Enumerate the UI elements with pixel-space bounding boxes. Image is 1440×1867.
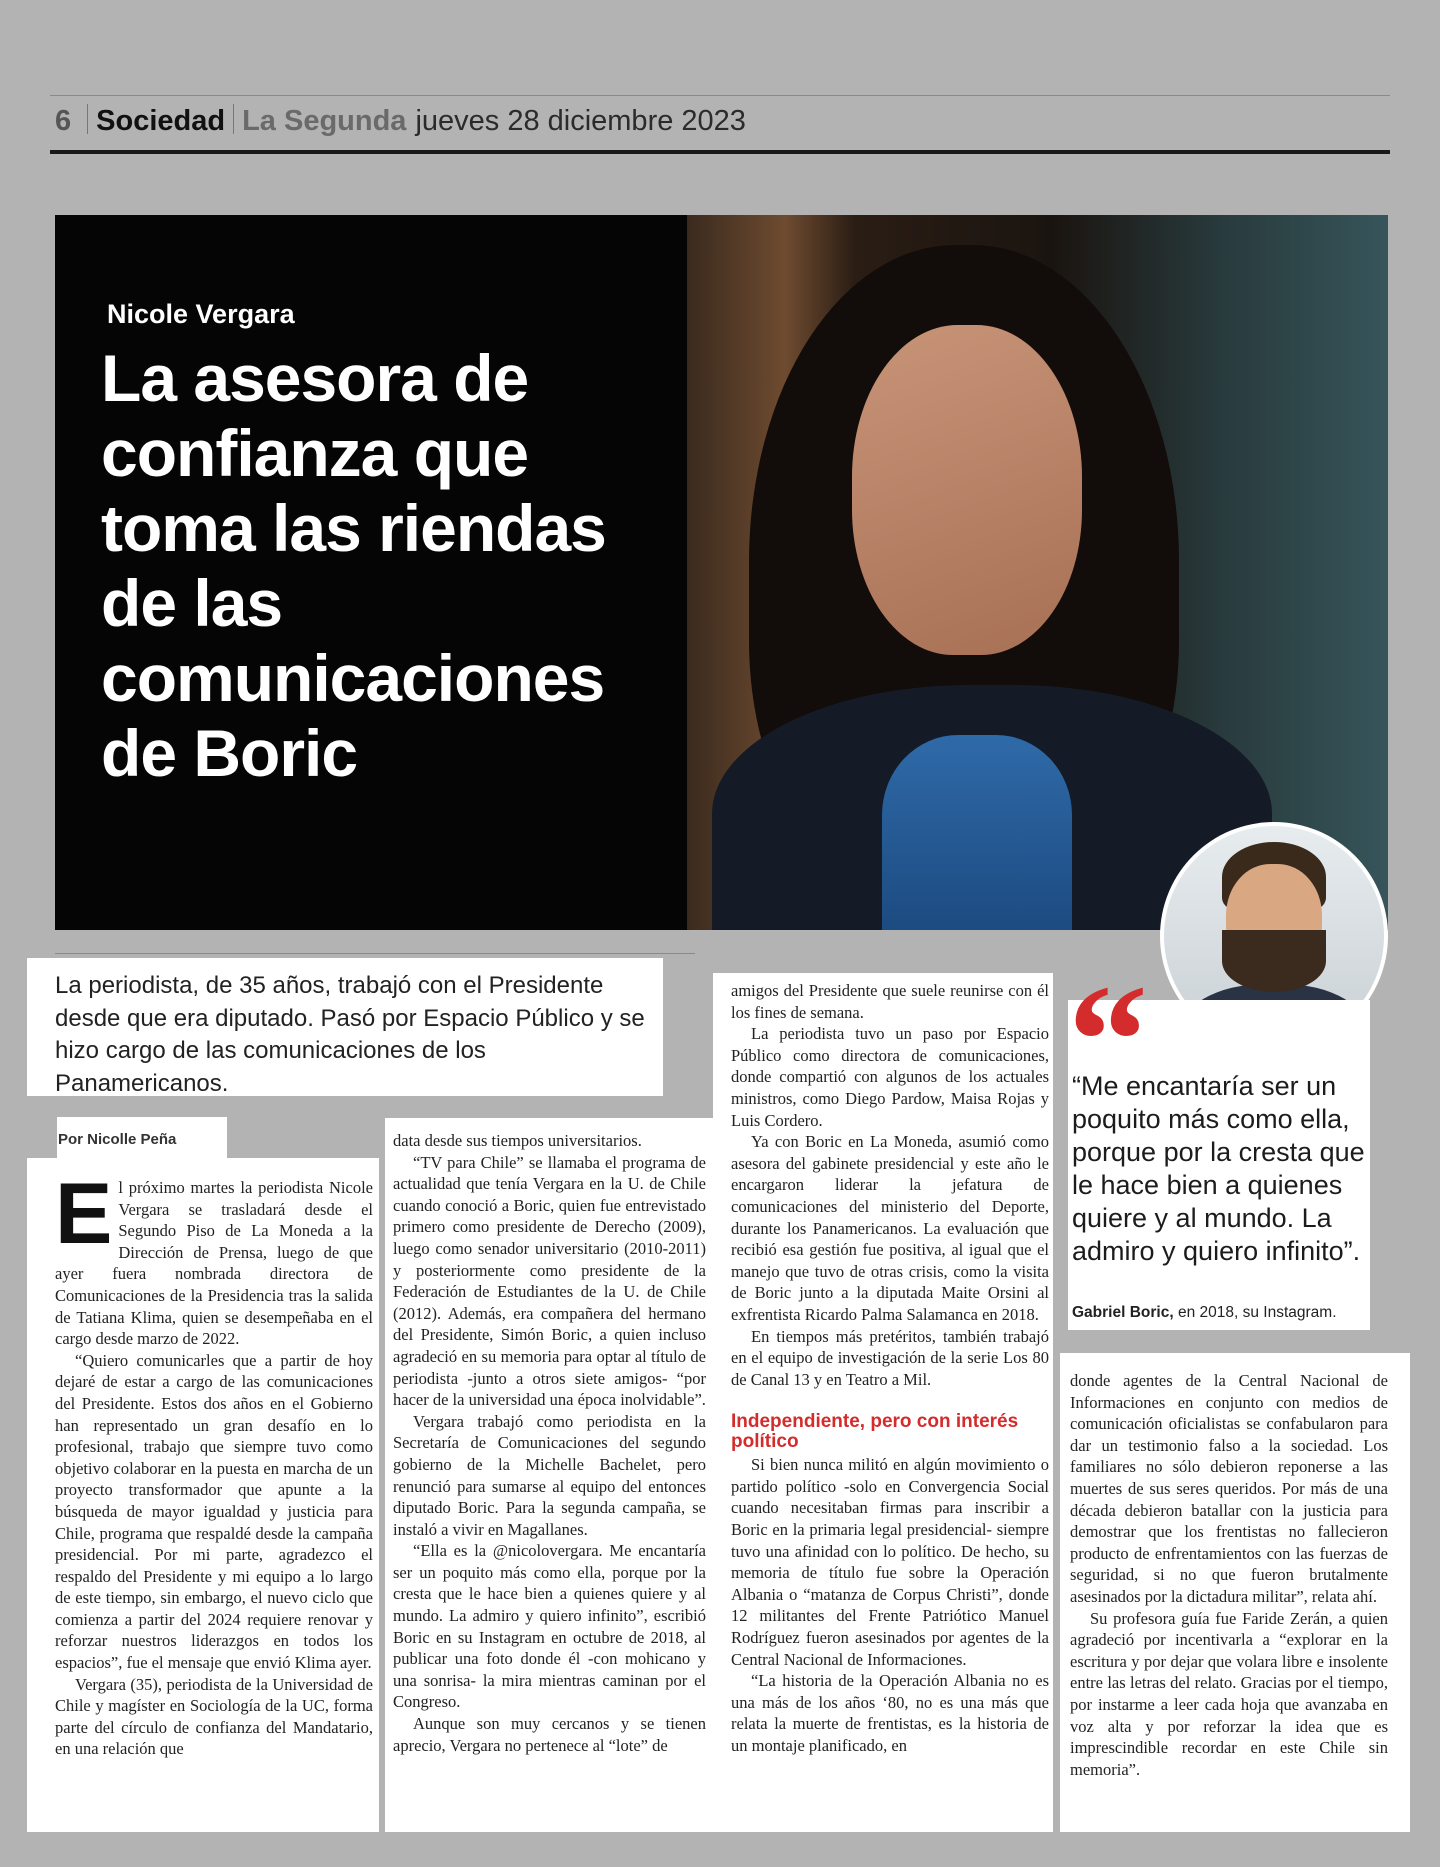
section-name: Sociedad xyxy=(96,105,226,137)
paragraph: l próximo martes la periodista Nicole Vergara se trasladará desde el Segundo Piso de La Moneda a la Dirección de Prensa, luego de que ayer fuera nombrada directora de Comunicaciones de la Presidencia tras la salida de Tatiana Klima, quien se desempeñaba en el cargo desde marzo de 2022. xyxy=(55,1178,373,1349)
byline: Por Nicolle Peña xyxy=(58,1131,177,1148)
header-divider xyxy=(87,104,88,134)
hero-banner xyxy=(55,215,1388,930)
deck-rule xyxy=(55,953,695,954)
article-headline: La asesora de confianza que toma las riendas de las comunicaciones de Boric xyxy=(101,341,606,790)
paragraph: “Ella es la @nicolovergara. Me encantaría ser un poquito más como ella, porque por la cresta que le hace bien a quienes quiere y al mundo. La admiro y quiero infinito”, escribió Boric en su Instagram en octubre de 2018, al publicar una foto donde él -con mohicano y una sonrisa- la mira mientras caminan por el Congreso. xyxy=(393,1541,706,1712)
quote-source: en 2018, su Instagram. xyxy=(1173,1304,1337,1321)
body-column-2 xyxy=(393,1130,706,1756)
body-column-3 xyxy=(731,980,1049,1757)
issue-date: jueves 28 diciembre 2023 xyxy=(415,105,746,137)
paragraph: data desde sus tiempos universitarios. xyxy=(393,1131,642,1150)
paragraph: Si bien nunca militó en algún movimiento o partido político -solo en Convergencia Social cuando necesitaban firmas para inscribir a Boric en la primaria legal presidencial- siempre tuvo una afinidad con lo político. De hecho, su memoria de título fue sobre la Operación Albania o “matanza de Corpus Christi”, donde 12 militantes del Frente Patriótico Manuel Rodríguez fueron asesinados por agentes de la Central Nacional de Informaciones. xyxy=(731,1455,1049,1669)
paragraph: Vergara (35), periodista de la Universidad de Chile y magíster en Sociología de la UC, forma parte del círculo de confianza del Mandatario, en una relación que xyxy=(55,1674,373,1759)
article-deck: La periodista, de 35 años, trabajó con el Presidente desde que era diputado. Pasó por Espacio Público y se hizo cargo de las comunicaciones de los Panamericanos. xyxy=(55,972,645,1097)
paragraph: Vergara trabajó como periodista en la Secretaría de Comunicaciones del segundo gobierno de la Michelle Bachelet, pero renunció para sumarse al equipo del entonces diputado Boric. Para la segunda campaña, se instaló a vivir en Magallanes. xyxy=(393,1411,706,1539)
paragraph: “TV para Chile” se llamaba el programa de actualidad que tenía Vergara en la U. de Chile cuando conoció a Boric, quien fue entrevistado primero como presidente de Derecho (2009), luego como senador universitario (2010-2011) y posteriormente como presidente de la Federación de Estudiantes de la U. de Chile (2012). Además, era compañera del hermano del Presidente, Simón Boric, a quien incluso agradeció en su memoria para optar al título de periodista -junto a otros siete amigos- “por hacer de la universidad una época inolvidable”. xyxy=(393,1152,706,1410)
page-number: 6 xyxy=(55,105,72,137)
paragraph: amigos del Presidente que suele reunirse con él los fines de semana. xyxy=(731,981,1049,1022)
body-column-4 xyxy=(1070,1370,1388,1780)
section-subhead: Independiente, pero con interés político xyxy=(731,1411,1019,1453)
paragraph: Su profesora guía fue Faride Zerán, a quien agradeció por incentivarla a “explorar en la escritura y por dejar que volara libre e insolente entre las letras del relato. Gracias por el tiempo, por instarme a leer cada hoja que avanzaba en voz alta y por reforzar la idea que es imprescindible recordar en este Chile sin memoria”. xyxy=(1070,1608,1388,1779)
paragraph: “Quiero comunicarles que a partir de hoy dejaré de estar a cargo de las comunicaciones del Presidente. Estos dos años en el Gobierno han representado un gran desafío en lo profesional, trabajo que siempre tuvo como objetivo colaborar en la puesta en marcha de un proyecto transformador que apunte a la búsqueda de mayor igualdad y justicia para Chile, programa que respaldé desde la campaña presidencial. Por mi parte, agradezco el respaldo del Presidente y mi equipo a lo largo de este tiempo, sin embargo, el nuevo ciclo que comienza a partir del 2024 requiere renovar y reforzar nuestros liderazgos en todos los espacios”, fue el mensaje que envió Klima ayer. xyxy=(55,1350,373,1673)
paragraph: “La historia de la Operación Albania no es una más de los años ‘80, no es una más que relata la muerte de frentistas, es la historia de un montaje planificado, en xyxy=(731,1671,1049,1755)
publication-name: La Segunda xyxy=(242,105,407,137)
paragraph: La periodista tuvo un paso por Espacio Público como directora de comunicaciones, donde compartió con algunos de los actuales ministros, como Diego Pardow, Maisa Rojas y Luis Cordero. xyxy=(731,1024,1049,1130)
paragraph: donde agentes de la Central Nacional de Informaciones en conjunto con medios de comunicación oficialistas se confabularon para dar un testimonio falso a la sociedad. Los familiares no sólo debieron reponerse a las muertes de sus seres queridos. Por más de una década debieron batallar con la justicia para demostrar que los frentistas no fallecieron producto de enfrentamientos con las fuerzas de seguridad, si no que fueron brutalmente asesinados por la dictadura militar”, relata ahí. xyxy=(1070,1371,1388,1606)
page-header xyxy=(55,100,746,142)
quote-author: Gabriel Boric, xyxy=(1072,1304,1174,1321)
header-divider xyxy=(233,104,234,134)
header-top-rule xyxy=(50,95,1390,96)
paragraph: Ya con Boric en La Moneda, asumió como asesora del gabinete presidencial y este año le encargaron liderar la jefatura de comunicaciones del ministerio del Deporte, durante los Panamericanos. La evaluación que recibió esa gestión fue positiva, al igual que el manejo que tuvo de otras crisis, como la visita de Boric junto a la diputada Maite Orsini al exfrentista Ricardo Palma Salamanca en 2018. xyxy=(731,1132,1049,1324)
quote-attribution xyxy=(1072,1304,1337,1322)
article-kicker: Nicole Vergara xyxy=(107,299,295,329)
paragraph: Aunque son muy cercanos y se tienen aprecio, Vergara no pertenece al “lote” de xyxy=(393,1714,706,1755)
drop-cap: E xyxy=(55,1166,113,1262)
paragraph: En tiempos más pretéritos, también trabajó en el equipo de investigación de la serie Los 80 de Canal 13 y en Teatro a Mil. xyxy=(731,1326,1049,1389)
header-bottom-rule xyxy=(50,150,1390,154)
pull-quote: “Me encantaría ser un poquito más como ella, porque por la cresta que le hace bien a quienes quiere y al mundo. La admiro y quiero infinito”. xyxy=(1072,1071,1365,1266)
quote-mark-icon: “ xyxy=(1068,951,1148,1129)
body-column-1 xyxy=(55,1166,373,1760)
